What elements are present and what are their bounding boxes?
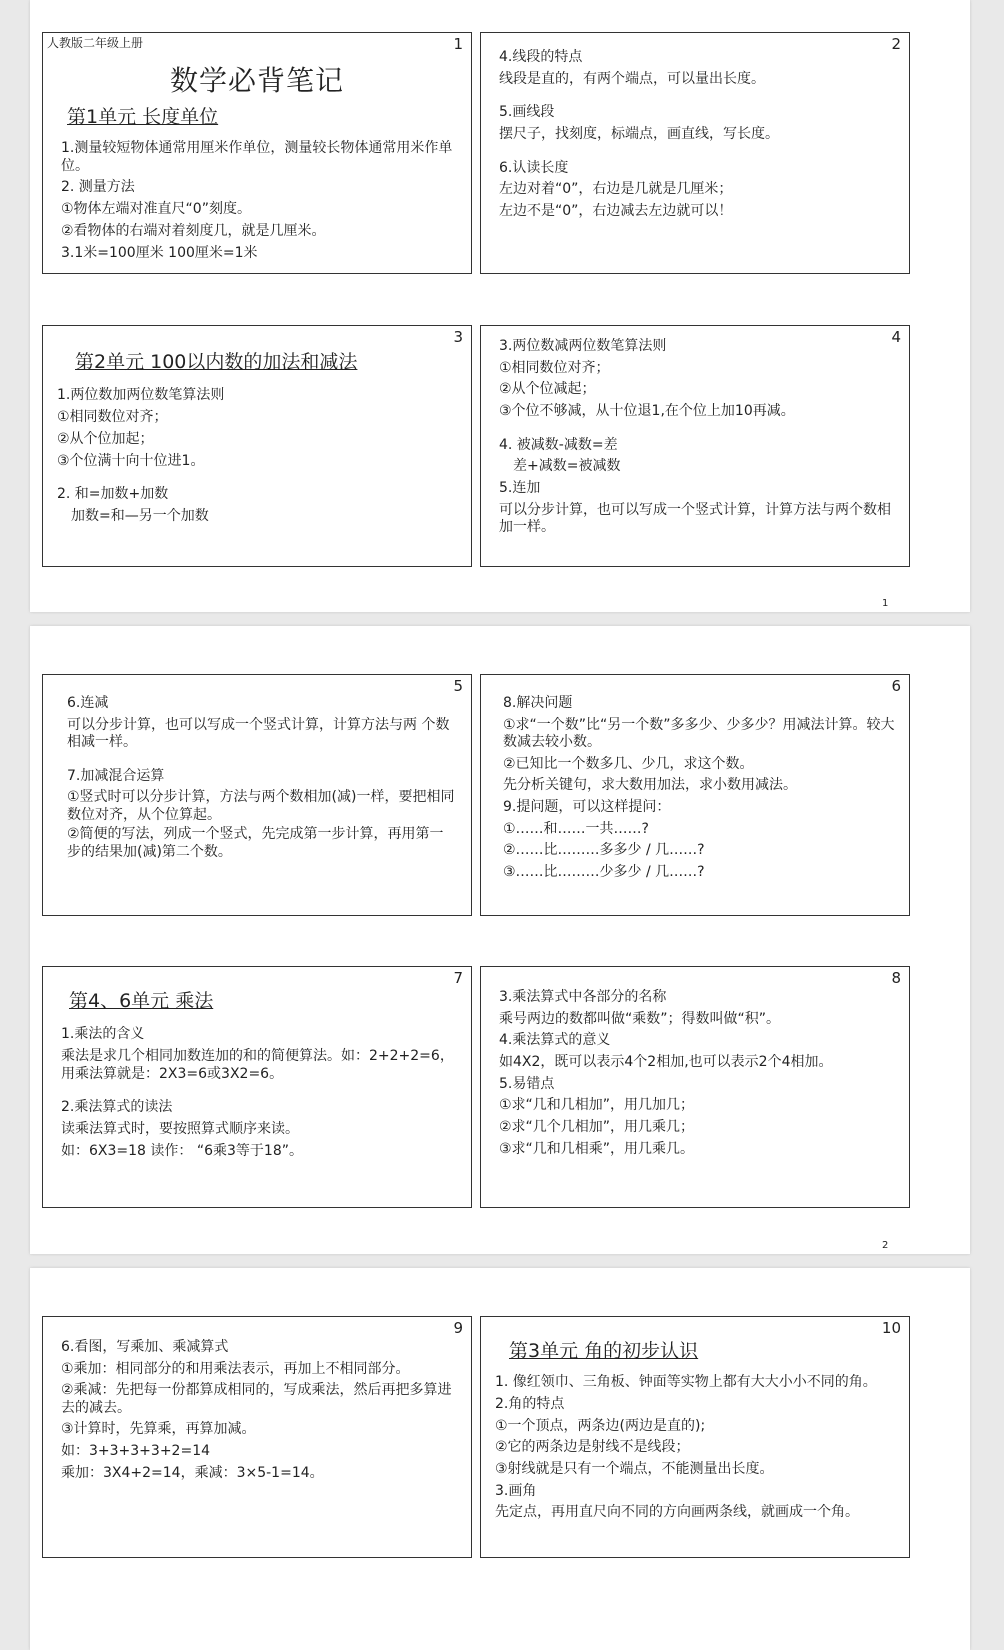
- note-line: ①求“一个数”比“另一个数”多多少、少多少？用减法计算。较大数减去较小数。: [503, 716, 895, 751]
- note-line: ②求“几个几相加”，用几乘几；: [499, 1119, 695, 1136]
- note-line: ②已知比一个数多几、少几，求这个数。: [503, 755, 754, 772]
- note-line: 2.角的特点: [495, 1395, 565, 1412]
- note-line: 乘法是求几个相同加数连加的和的简便算法。如：2+2+2=6，用乘法算就是：2X3=6或3X2=6。: [61, 1048, 454, 1082]
- note-line: 9.提问题，可以这样提问：: [503, 799, 671, 816]
- note-line: 线段是直的，有两个端点，可以量出长度。: [499, 70, 765, 87]
- note-line: ①物体左端对准直尺“0”刻度。: [61, 201, 251, 218]
- note-line: 6.认读长度: [499, 159, 569, 176]
- slide-1: [42, 32, 472, 274]
- note-line: 1.乘法的含义: [61, 1026, 145, 1043]
- note-line: 1.两位数加两位数笔算法则: [57, 387, 225, 404]
- note-line: ②看物体的右端对着刻度几，就是几厘米。: [61, 222, 326, 239]
- slide-number: 8: [891, 969, 901, 987]
- slide-4: [480, 325, 910, 567]
- note-line: 4.乘法算式的意义: [499, 1032, 611, 1049]
- note-line: ②……比………多多少 / 几……?: [503, 842, 705, 859]
- note-line: ②乘减：先把每一份都算成相同的，写成乘法，然后再把多算进去的减去。: [61, 1382, 452, 1416]
- slide-2: [480, 32, 910, 274]
- note-line: 摆尺子，找刻度，标端点，画直线，写长度。: [499, 126, 779, 143]
- note-line: 可以分步计算，也可以写成一个竖式计算，计算方法与两 个数相减一样。: [67, 716, 450, 751]
- note-line: 3.画角: [495, 1482, 537, 1499]
- note-line: 3.1米=100厘米 100厘米=1米: [61, 244, 258, 261]
- note-line: ③射线就是只有一个端点，不能测量出长度。: [495, 1461, 774, 1477]
- document-page-1: [30, 0, 970, 612]
- note-line: 乘加：3X4+2=14，乘减：3×5-1=14。: [61, 1464, 324, 1481]
- unit-heading: 第3单元 角的初步认识: [509, 1340, 699, 1362]
- note-line: 5.连加: [499, 480, 541, 497]
- note-line: 差+减数=被减数: [513, 458, 621, 475]
- note-line: ①……和……一共……?: [503, 820, 649, 837]
- slide-7: [42, 966, 472, 1208]
- page-number: 2: [882, 1240, 889, 1251]
- note-line: 5.画线段: [499, 104, 555, 121]
- page-number: 1: [882, 598, 889, 609]
- note-line: 2.乘法算式的读法: [61, 1099, 173, 1116]
- slide-number: 4: [891, 328, 901, 346]
- note-line: 乘号两边的数都叫做“乘数”；得数叫做“积”。: [499, 1010, 781, 1027]
- note-line: 如4X2，既可以表示4个2相加,也可以表示2个4相加。: [499, 1054, 833, 1071]
- note-line: ①一个顶点，两条边(两边是直的);: [495, 1417, 706, 1434]
- note-line: 3.乘法算式中各部分的名称: [499, 989, 667, 1005]
- slide-number: 6: [891, 677, 901, 695]
- note-line: 先分析关键句，求大数用加法，求小数用减法。: [503, 777, 797, 794]
- note-line: 读乘法算式时，要按照算式顺序来读。: [61, 1120, 299, 1137]
- slide-10: [480, 1316, 910, 1558]
- unit-heading: 第1单元 长度单位: [67, 106, 219, 128]
- note-line: 左边不是“0”，右边减去左边就可以！: [499, 203, 733, 220]
- note-line: 8.解决问题: [503, 695, 573, 711]
- note-line: ①乘加：相同部分的和用乘法表示，再加上不相同部分。: [61, 1360, 410, 1377]
- note-line: 加数=和—另一个加数: [71, 507, 209, 524]
- note-line: 如：3+3+3+3+2=14: [61, 1443, 211, 1460]
- slide-3: [42, 325, 472, 567]
- note-line: 2. 测量方法: [61, 179, 135, 196]
- note-line: ③……比………少多少 / 几……?: [503, 864, 705, 881]
- note-line: ①相同数位对齐；: [499, 359, 610, 376]
- slide-number: 7: [453, 969, 463, 987]
- note-line: ①求“几和几相加”，用几加几；: [499, 1097, 695, 1114]
- note-line: 5.易错点: [499, 1075, 555, 1092]
- note-line: 7.加减混合运算: [67, 767, 165, 784]
- slide-6: [480, 674, 910, 916]
- document-page-2: [30, 626, 970, 1254]
- note-line: 4.线段的特点: [499, 49, 583, 65]
- note-line: 先定点，再用直尺向不同的方向画两条线，就画成一个角。: [495, 1504, 859, 1521]
- unit-heading: 第4、6单元 乘法: [69, 990, 214, 1012]
- note-line: ①竖式时可以分步计算，方法与两个数相加(减)一样，要把相同数位对齐，从个位算起。: [67, 789, 455, 823]
- document-page-3: [30, 1268, 970, 1650]
- grade-tag: 人教版二年级上册: [47, 36, 144, 50]
- slide-8: [480, 966, 910, 1208]
- note-line: 6.看图，写乘加、乘减算式: [61, 1339, 229, 1355]
- note-line: 6.连减: [67, 695, 109, 711]
- note-line: ③求“几和几相乘”，用几乘几。: [499, 1140, 695, 1157]
- note-line: ②从个位加起；: [57, 430, 154, 447]
- note-line: 如：6X3=18 读作： “6乘3等于18”。: [61, 1142, 303, 1159]
- slide-number: 3: [453, 328, 463, 346]
- slide-5: [42, 674, 472, 916]
- note-line: 1. 像红领巾、三角板、钟面等实物上都有大大小小不同的角。: [495, 1374, 877, 1391]
- note-line: 3.两位数减两位数笔算法则: [499, 338, 667, 354]
- note-line: ③个位满十向十位进1。: [57, 452, 205, 469]
- note-line: 4. 被减数-减数=差: [499, 436, 618, 453]
- note-line: ③计算时，先算乘，再算加减。: [61, 1421, 256, 1438]
- note-line: ①相同数位对齐；: [57, 409, 168, 426]
- note-line: ②它的两条边是射线不是线段；: [495, 1439, 690, 1456]
- note-line: ②简便的写法，列成一个竖式，先完成第一步计算，再用第一步的结果加(减)第二个数。: [67, 826, 444, 860]
- note-line: 1.测量较短物体通常用厘米作单位，测量较长物体通常用米作单位。: [61, 140, 453, 174]
- note-line: 左边对着“0”，右边是几就是几厘米；: [499, 181, 733, 198]
- document-title: 数学必背笔记: [169, 64, 344, 97]
- slide-number: 9: [453, 1319, 463, 1337]
- slide-number: 5: [453, 677, 463, 695]
- slide-number: 2: [891, 35, 901, 53]
- slide-9: [42, 1316, 472, 1558]
- note-line: ③个位不够减，从十位退1,在个位上加10再减。: [499, 403, 795, 420]
- note-line: 2. 和=加数+加数: [57, 486, 169, 503]
- note-line: ②从个位减起；: [499, 381, 596, 398]
- slide-number: 1: [453, 35, 463, 53]
- note-line: 可以分步计算，也可以写成一个竖式计算，计算方法与两个数相加一样。: [499, 501, 891, 536]
- unit-heading: 第2单元 100以内数的加法和减法: [75, 351, 358, 373]
- slide-number: 10: [881, 1319, 901, 1337]
